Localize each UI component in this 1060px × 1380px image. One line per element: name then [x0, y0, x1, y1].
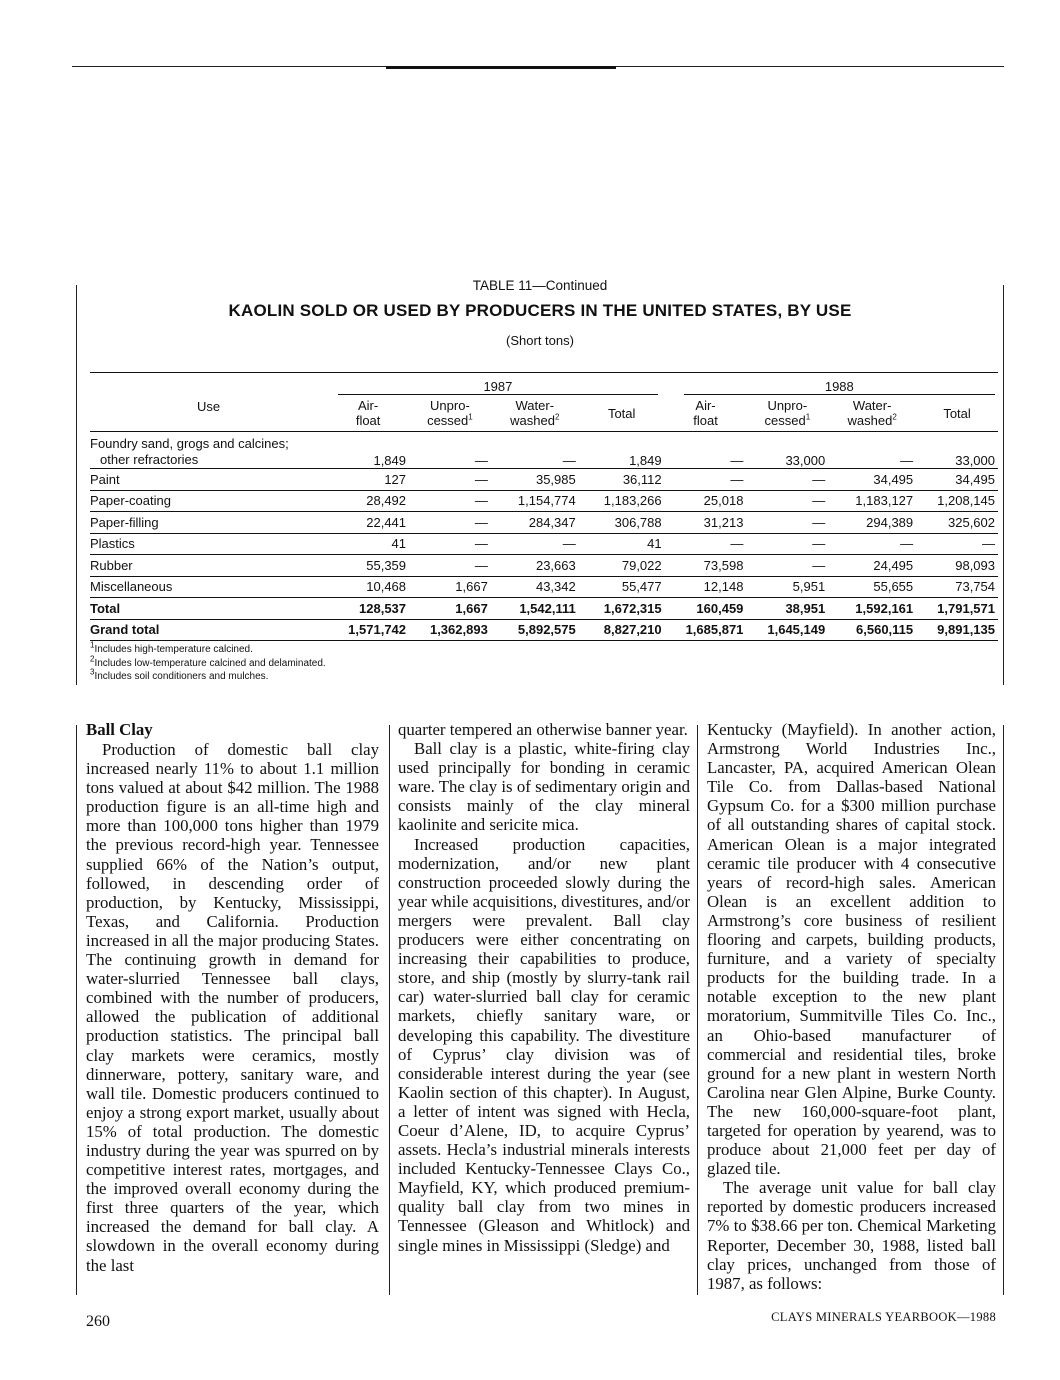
value-cell: — — [409, 490, 491, 512]
value-cell: 294,389 — [828, 512, 916, 534]
value-cell: 5,892,575 — [491, 619, 579, 641]
table-row — [90, 469, 998, 491]
value-cell: 12,148 — [665, 576, 747, 598]
value-cell: 73,598 — [665, 555, 747, 577]
use-cell — [90, 533, 327, 555]
value-cell: 1,667 — [409, 576, 491, 598]
use-cell — [90, 432, 327, 469]
footnote-marker: 1 — [468, 412, 473, 422]
value-cell: 306,788 — [579, 512, 665, 534]
column-header-line1: Unpro- — [767, 398, 808, 413]
value-cell: 22,441 — [327, 512, 409, 534]
value-cell: 1,362,893 — [409, 619, 491, 641]
value-cell: 5,951 — [746, 576, 828, 598]
table-row — [90, 533, 998, 555]
article-column-1 — [86, 720, 379, 1275]
value-cell: 41 — [579, 533, 665, 555]
year-label-1987: 1987 — [338, 379, 657, 395]
year-header-row — [90, 373, 998, 396]
table-body — [90, 432, 998, 641]
value-cell: 34,495 — [916, 469, 998, 491]
table-title: KAOLIN SOLD OR USED BY PRODUCERS IN THE UNITED STATES, BY USE — [228, 301, 852, 320]
value-cell: 1,667 — [409, 598, 491, 620]
column-header-line1: Total — [607, 405, 636, 421]
value-cell: — — [665, 533, 747, 555]
value-cell: 35,985 — [491, 469, 579, 491]
value-cell: — — [409, 512, 491, 534]
column-header — [665, 395, 747, 432]
use-label: Rubber — [90, 557, 133, 573]
column-divider-1 — [389, 725, 390, 1295]
value-cell: 1,592,161 — [828, 598, 916, 620]
article-column-3 — [707, 720, 996, 1293]
value-cell: 128,537 — [327, 598, 409, 620]
use-label: Plastics — [90, 536, 135, 552]
value-cell: — — [746, 555, 828, 577]
section-heading: Ball Clay — [86, 720, 153, 739]
value-cell: — — [746, 469, 828, 491]
value-cell: — — [409, 555, 491, 577]
footnote-marker: 1 — [805, 412, 811, 422]
value-cell: 25,018 — [665, 490, 747, 512]
footnote — [90, 640, 326, 657]
value-cell: 43,342 — [491, 576, 579, 598]
value-cell: 98,093 — [916, 555, 998, 577]
column-divider-left-outer — [76, 725, 77, 1295]
column-header-line2: washed — [510, 413, 555, 428]
value-cell: — — [409, 533, 491, 555]
table-footnotes — [90, 640, 326, 684]
value-cell: 31,213 — [665, 512, 747, 534]
use-cell — [90, 512, 327, 534]
table-row — [90, 490, 998, 512]
footnote-text: Includes high-temperature calcined. — [94, 644, 253, 655]
value-cell: 1,154,774 — [491, 490, 579, 512]
table-units: (Short tons) — [506, 333, 574, 348]
value-cell: — — [665, 432, 747, 469]
value-cell: — — [665, 469, 747, 491]
total-row — [90, 598, 998, 620]
column-header-line1: Total — [943, 405, 971, 421]
value-cell: 6,560,115 — [828, 619, 916, 641]
use-label: Miscellaneous — [90, 579, 173, 595]
use-cell — [90, 576, 327, 598]
value-cell: 28,492 — [327, 490, 409, 512]
value-cell: — — [746, 490, 828, 512]
value-cell: 1,849 — [327, 432, 409, 469]
column-3-continuation: Kentucky (Mayfield). In another action, Armstrong World Industries Inc., Lancaster, PA, acquired American Olean Tile Co. from Dallas-based National Gypsum Co. for a $300 million purchase of all outstanding shares of capital stock. American Olean is a major integrated ceramic tile producer with 4 consecutive years of record-high sales. American Olean is an excellent addition to Armstrong’s core business of resilient flooring and carpets, building products, furniture, and a variety of specialty products for the building trade. In a notable exception to the new plant moratorium, Summitville Tiles Co. Inc., an Ohio-based manufacturer of commercial and residential tiles, broke ground for a new plant in western North Carolina near Glen Alpine, Burke County. The new 160,000-square-foot plant, targeted for operation by yearend, was to produce about 21,000 feet per day of glazed tile. — [707, 720, 996, 1179]
total-row-label: Total — [90, 598, 327, 620]
column-header — [327, 395, 409, 432]
value-cell: 1,183,127 — [828, 490, 916, 512]
value-cell: 79,022 — [579, 555, 665, 577]
value-cell: 24,495 — [828, 555, 916, 577]
column-header-line1: Air- — [695, 398, 716, 413]
value-cell: 1,685,871 — [665, 619, 747, 641]
footnote-marker: 1 — [90, 640, 95, 650]
column-header-line2: float — [693, 413, 718, 428]
value-cell: 160,459 — [665, 598, 747, 620]
table-row — [90, 512, 998, 534]
value-cell: 55,655 — [828, 576, 916, 598]
column-divider-right-outer — [1003, 725, 1004, 1295]
running-footer: CLAYS MINERALS YEARBOOK—1988 — [771, 1310, 996, 1324]
value-cell: 9,891,135 — [916, 619, 998, 641]
value-cell: — — [828, 432, 916, 469]
paragraph: Ball clay is a plastic, white-firing clay used principally for bonding in ceramic ware. The clay is of sedimentary origin and consists mainly of the clay mineral kaolinite and sericite mica. — [398, 739, 690, 835]
value-cell: 1,571,742 — [327, 619, 409, 641]
kaolin-use-table — [90, 372, 998, 641]
column-header-line1: Water- — [515, 398, 555, 413]
value-cell: 1,542,111 — [491, 598, 579, 620]
value-cell: — — [828, 533, 916, 555]
column-header-line2: cessed — [764, 413, 806, 428]
year-header-1988 — [665, 373, 998, 396]
column-header-line1: Air- — [358, 398, 379, 413]
value-cell: 1,672,315 — [579, 598, 665, 620]
use-column-header: Use — [90, 373, 327, 432]
value-cell: 1,645,149 — [746, 619, 828, 641]
value-cell: 41 — [327, 533, 409, 555]
value-cell: 325,602 — [916, 512, 998, 534]
value-cell: 23,663 — [491, 555, 579, 577]
grand-total-row-label: Grand total — [90, 619, 327, 641]
year-label-1988: 1988 — [684, 379, 995, 395]
footnote-marker: 2 — [90, 654, 95, 664]
footnote-text: Includes low-temperature calcined and delaminated. — [94, 657, 326, 669]
use-cell — [90, 555, 327, 577]
value-cell: 8,827,210 — [579, 619, 665, 641]
value-cell: 73,754 — [916, 576, 998, 598]
footnote — [90, 654, 326, 671]
article-column-2 — [398, 720, 690, 1255]
footnote-text: Includes soil conditioners and mulches. — [94, 671, 269, 682]
value-cell: — — [491, 533, 579, 555]
value-cell: 1,791,571 — [916, 598, 998, 620]
column-header-line2: float — [355, 413, 381, 428]
column-header — [746, 395, 828, 432]
use-cell — [90, 469, 327, 491]
column-header-line2: cessed — [427, 413, 469, 428]
column-header — [828, 395, 916, 432]
use-cell — [90, 490, 327, 512]
value-cell: 38,951 — [746, 598, 828, 620]
column-header-line1: Unpro- — [430, 398, 470, 413]
column-header — [916, 395, 998, 432]
paragraph: Production of domestic ball clay increased nearly 11% to about 1.1 million tons valued at about $42 million. The 1988 production figure is an all-time high and more than 100,000 tons higher than 1979 the previous record-high year. Tennessee supplied 66% of the Nation’s output, followed, in descending order of production, by Kentucky, Mississippi, Texas, and California. Production increased in all the major producing States. The continuing growth in demand for water-slurried Tennessee ball clays, combined with the number of producers, allowed the publication of additional production statistics. The principal ball clay markets were ceramics, mostly dinnerware, pottery, sanitary ware, and wall tile. Domestic producers continued to enjoy a strong export market, usually about 15% of total production. The domestic industry during the year was spurred on by competitive interest rates, mortgages, and the improved overall economy during the first three quarters of the year, which increased the demand for ball clay. A slowdown in the overall economy during the last — [86, 740, 379, 1275]
value-cell: — — [491, 432, 579, 469]
column-header — [409, 395, 491, 432]
footnote-marker: 3 — [90, 667, 95, 677]
value-cell: 33,000 — [916, 432, 998, 469]
value-cell: 34,495 — [828, 469, 916, 491]
value-cell: 284,347 — [491, 512, 579, 534]
use-label: Paint — [90, 471, 120, 487]
use-label: Paper-filling — [90, 514, 159, 530]
value-cell: — — [916, 533, 998, 555]
page-number: 260 — [86, 1313, 110, 1330]
footnote-marker: 2 — [892, 412, 897, 422]
value-cell: — — [409, 469, 491, 491]
paragraph: The average unit value for ball clay reported by domestic producers increased 7% to $38.66 per ton. Chemical Marketing Reporter, December 30, 1988, listed ball clay prices, unchanged from those of 1987, as follows: — [707, 1178, 996, 1293]
value-cell: 1,208,145 — [916, 490, 998, 512]
table-caption: TABLE 11—Continued — [472, 278, 608, 293]
value-cell: — — [409, 432, 491, 469]
value-cell: 36,112 — [579, 469, 665, 491]
paragraph: Increased production capacities, modernization, and/or new plant construction proceeded slowly during the year while acquisitions, divestitures, and/or mergers were prevalent. Ball clay producers were either concentrating on increasing their capabilities to produce, store, and ship (mostly by slurry-tank rail car) water-slurried ball clay for ceramic markets, chiefly sanitary ware, or developing this capability. The divestiture of Cyprus’ clay division was of considerable interest during the year (see Kaolin section of this chapter). In August, a letter of intent was signed with Hecla, Coeur d’Alene, ID, to acquire Cyprus’ assets. Hecla’s industrial minerals interests included Kentucky-Tennessee Clays Co., Mayfield, KY, which produced premium-quality ball clay from two mines in Tennessee (Gleason and Whitlock) and single mines in Mississippi (Sledge) and — [398, 834, 690, 1255]
year-header-1987 — [327, 373, 664, 396]
value-cell: 33,000 — [746, 432, 828, 469]
top-rule-accent — [386, 66, 616, 69]
value-cell: 1,849 — [579, 432, 665, 469]
footnote — [90, 667, 326, 684]
table-row — [90, 432, 998, 469]
value-cell: 55,477 — [579, 576, 665, 598]
column-divider-2 — [697, 725, 698, 1295]
footnote-marker: 2 — [554, 412, 560, 422]
value-cell: 55,359 — [327, 555, 409, 577]
table-row — [90, 555, 998, 577]
use-label-line2: other refractories — [100, 452, 199, 467]
use-label: Paper-coating — [90, 493, 171, 509]
column-header — [579, 395, 665, 432]
value-cell: — — [746, 533, 828, 555]
table-row — [90, 576, 998, 598]
column-header-line2: washed — [847, 413, 893, 428]
value-cell: — — [746, 512, 828, 534]
column-2-continuation: quarter tempered an otherwise banner year. — [398, 720, 688, 739]
value-cell: 127 — [327, 469, 409, 491]
column-header — [491, 395, 579, 432]
use-label-line1: Foundry sand, grogs and calcines; — [90, 436, 289, 451]
grand-total-row — [90, 619, 998, 641]
value-cell: 10,468 — [327, 576, 409, 598]
column-header-line1: Water- — [852, 398, 892, 413]
value-cell: 1,183,266 — [579, 490, 665, 512]
